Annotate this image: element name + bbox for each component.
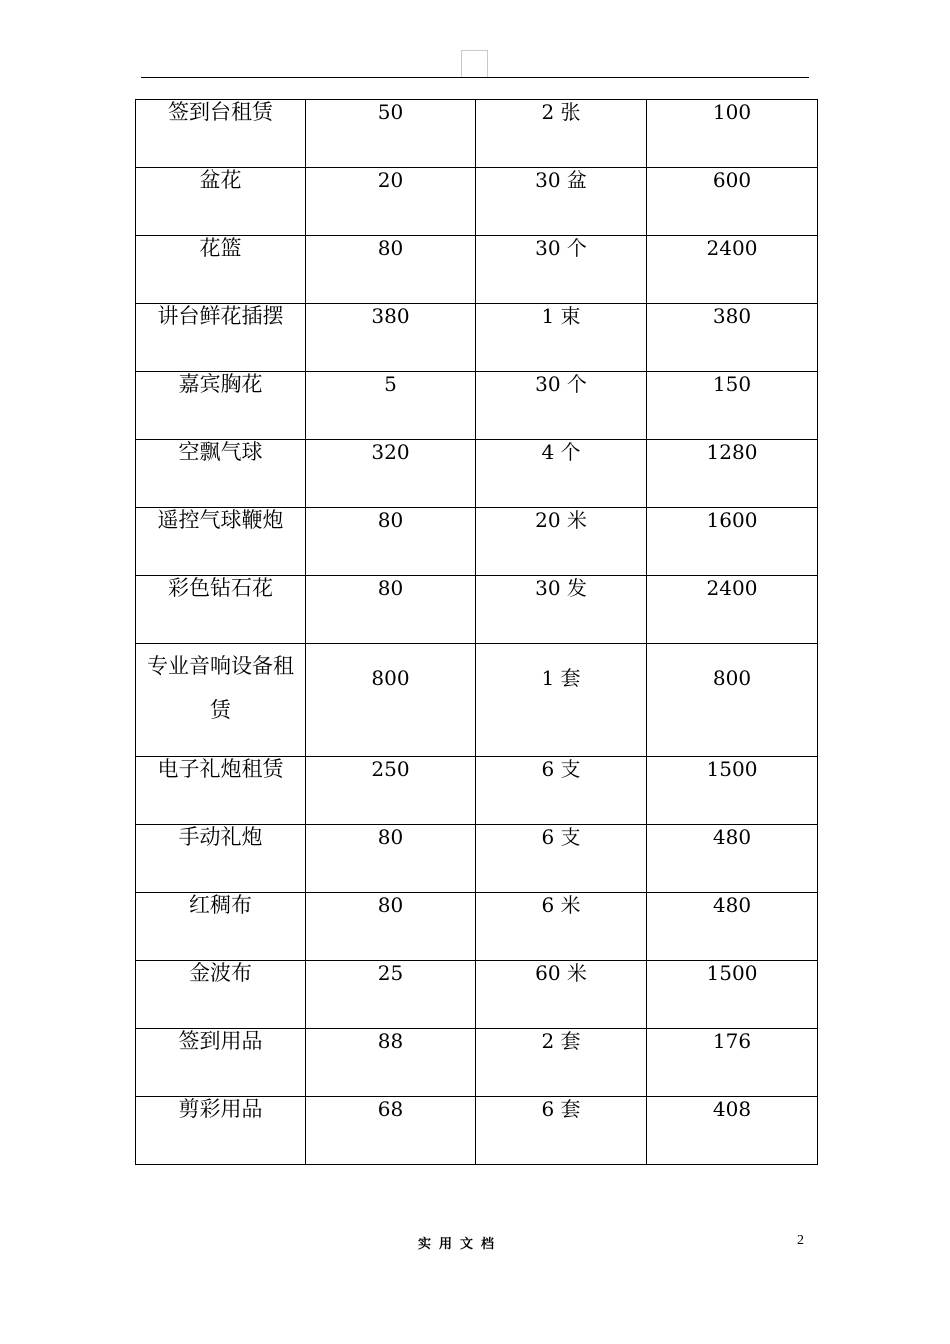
page-number: 2 bbox=[797, 1233, 804, 1248]
table-row bbox=[136, 825, 818, 893]
quantity-cell: 30 个 bbox=[476, 372, 647, 440]
table-row bbox=[136, 304, 818, 372]
item-name-cell: 嘉宾胸花 bbox=[136, 372, 306, 440]
unit-price-cell: 250 bbox=[306, 757, 476, 825]
item-name-cell: 手动礼炮 bbox=[136, 825, 306, 893]
footer-label: 实用文档 bbox=[417, 1237, 502, 1252]
item-name-cell: 讲台鲜花插摆 bbox=[136, 304, 306, 372]
item-name-cell: 签到用品 bbox=[136, 1029, 306, 1097]
total-cell: 1600 bbox=[647, 508, 818, 576]
item-name-cell: 电子礼炮租赁 bbox=[136, 757, 306, 825]
quantity-cell: 2 张 bbox=[476, 100, 647, 168]
unit-price-cell: 25 bbox=[306, 961, 476, 1029]
total-cell: 1500 bbox=[647, 961, 818, 1029]
header-rule bbox=[141, 77, 809, 78]
item-name-cell: 彩色钻石花 bbox=[136, 576, 306, 644]
price-table bbox=[135, 99, 818, 1165]
item-name-cell: 盆花 bbox=[136, 168, 306, 236]
total-cell: 176 bbox=[647, 1029, 818, 1097]
unit-price-cell: 320 bbox=[306, 440, 476, 508]
total-cell: 480 bbox=[647, 893, 818, 961]
table-row bbox=[136, 757, 818, 825]
total-cell: 2400 bbox=[647, 236, 818, 304]
total-cell: 1280 bbox=[647, 440, 818, 508]
item-name-cell: 遥控气球鞭炮 bbox=[136, 508, 306, 576]
unit-price-cell: 50 bbox=[306, 100, 476, 168]
total-cell: 1500 bbox=[647, 757, 818, 825]
table-row bbox=[136, 576, 818, 644]
quantity-cell: 30 发 bbox=[476, 576, 647, 644]
quantity-cell: 2 套 bbox=[476, 1029, 647, 1097]
item-name-cell: 签到台租赁 bbox=[136, 100, 306, 168]
unit-price-cell: 88 bbox=[306, 1029, 476, 1097]
table-row bbox=[136, 1029, 818, 1097]
table-row bbox=[136, 893, 818, 961]
total-cell: 800 bbox=[647, 644, 818, 757]
unit-price-cell: 380 bbox=[306, 304, 476, 372]
unit-price-cell: 68 bbox=[306, 1097, 476, 1165]
unit-price-cell: 80 bbox=[306, 508, 476, 576]
quantity-cell: 4 个 bbox=[476, 440, 647, 508]
quantity-cell: 60 米 bbox=[476, 961, 647, 1029]
unit-price-cell: 80 bbox=[306, 576, 476, 644]
quantity-cell: 6 套 bbox=[476, 1097, 647, 1165]
table-row bbox=[136, 100, 818, 168]
table-row bbox=[136, 168, 818, 236]
total-cell: 380 bbox=[647, 304, 818, 372]
table-row bbox=[136, 236, 818, 304]
total-cell: 2400 bbox=[647, 576, 818, 644]
unit-price-cell: 80 bbox=[306, 825, 476, 893]
quantity-cell: 1 束 bbox=[476, 304, 647, 372]
item-name-cell: 空飘气球 bbox=[136, 440, 306, 508]
table-row bbox=[136, 1097, 818, 1165]
quantity-cell: 30 盆 bbox=[476, 168, 647, 236]
header-placeholder-box bbox=[461, 50, 488, 77]
table-row bbox=[136, 372, 818, 440]
total-cell: 600 bbox=[647, 168, 818, 236]
quantity-cell: 6 支 bbox=[476, 825, 647, 893]
total-cell: 150 bbox=[647, 372, 818, 440]
total-cell: 100 bbox=[647, 100, 818, 168]
unit-price-cell: 800 bbox=[306, 644, 476, 757]
table-row bbox=[136, 961, 818, 1029]
unit-price-cell: 20 bbox=[306, 168, 476, 236]
total-cell: 408 bbox=[647, 1097, 818, 1165]
quantity-cell: 1 套 bbox=[476, 644, 647, 757]
item-name-cell: 专业音响设备租赁 bbox=[136, 644, 306, 757]
table-row bbox=[136, 440, 818, 508]
item-name-cell: 花篮 bbox=[136, 236, 306, 304]
quantity-cell: 6 支 bbox=[476, 757, 647, 825]
item-name-cell: 剪彩用品 bbox=[136, 1097, 306, 1165]
unit-price-cell: 80 bbox=[306, 893, 476, 961]
quantity-cell: 20 米 bbox=[476, 508, 647, 576]
table-row bbox=[136, 508, 818, 576]
quantity-cell: 6 米 bbox=[476, 893, 647, 961]
unit-price-cell: 5 bbox=[306, 372, 476, 440]
item-name-cell: 金波布 bbox=[136, 961, 306, 1029]
total-cell: 480 bbox=[647, 825, 818, 893]
quantity-cell: 30 个 bbox=[476, 236, 647, 304]
table-row bbox=[136, 644, 818, 757]
unit-price-cell: 80 bbox=[306, 236, 476, 304]
item-name-cell: 红稠布 bbox=[136, 893, 306, 961]
